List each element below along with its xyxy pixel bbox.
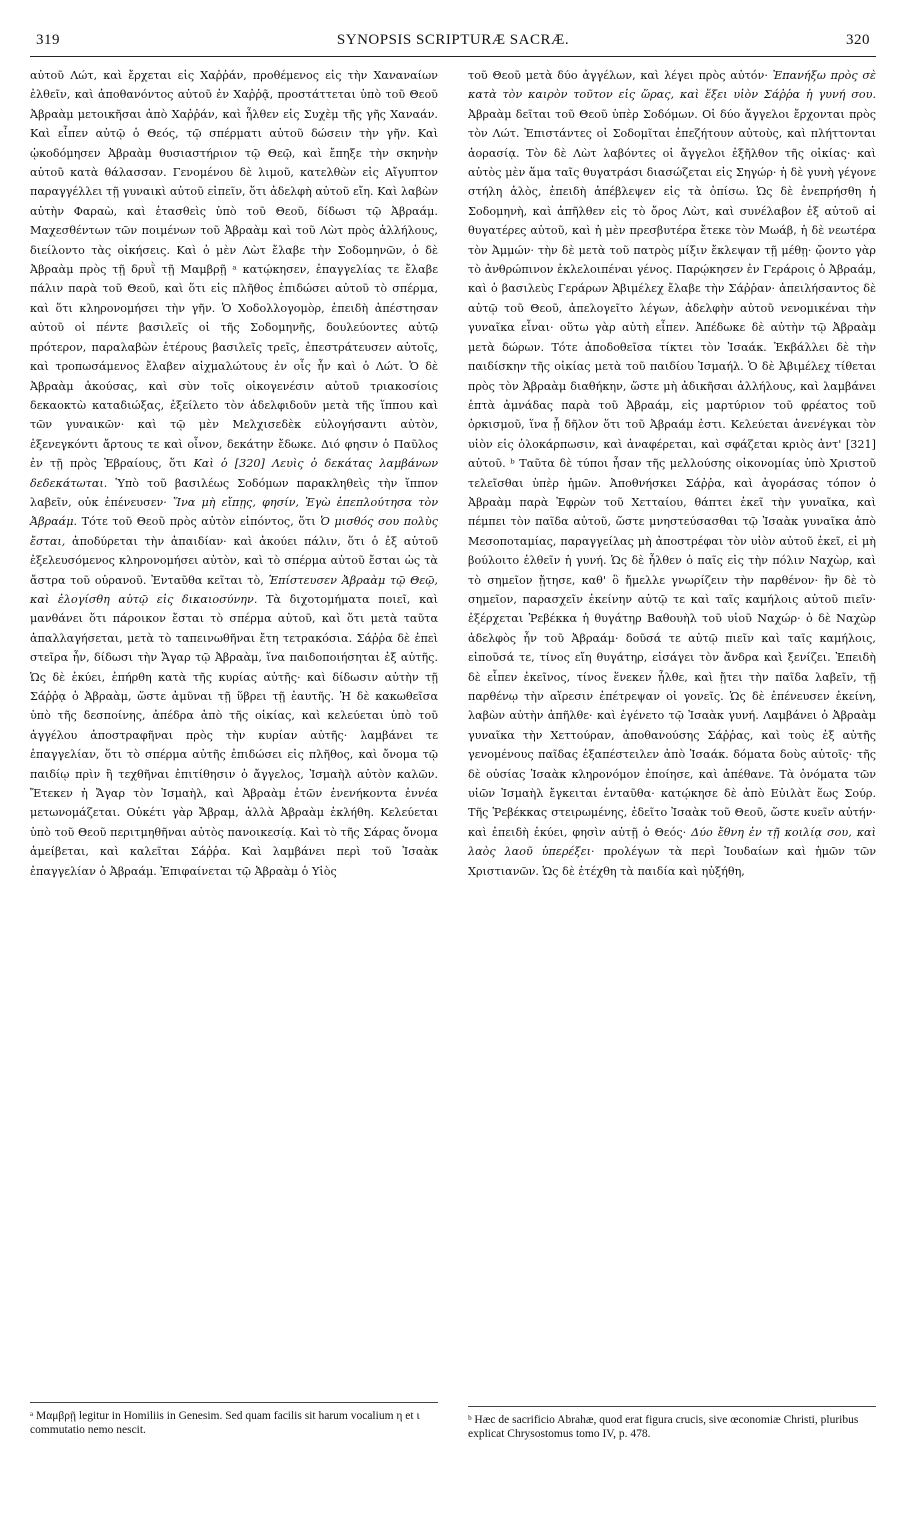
left-text-3: Τότε τοῦ Θεοῦ πρὸς αὐτὸν εἰπόντος, ὅτι xyxy=(81,515,321,529)
left-paragraph xyxy=(30,66,438,881)
footnote-b: ᵇ Hæc de sacrificio Abrahæ, quod erat figura crucis, sive œconomiæ Christi, pluribus explicat Chrysostomus tomo IV, p. 478. xyxy=(468,1406,876,1441)
right-text-2: Ἀβραὰμ δεῖται τοῦ Θεοῦ ὑπὲρ Σοδόμων. Οἱ δύο ἄγγελοι ἔρχονται πρὸς τὸν Λώτ. Ἐπιστάντες οἱ Σοδομῖται ἐπεζήτουν αὐτοὺς, καὶ πλήττονται ἀορασίᾳ. Τὸν δὲ Λὼτ λαβόντες οἱ ἄγγελοι ἐξῆλθον τῆς οἰκίας· καὶ αὐτὸς μὲν ἅμα ταῖς θυγατράσι διασώζεται εἰς Σηγώρ· ἡ δὲ γυνὴ γέγονε στήλη ἁλὸς, ἐπειδὴ ἀπέβλεψεν εἰς τὰ ὀπίσω. Ὡς δὲ ἐνεπρήσθη ἡ Σοδομηνὴ, καὶ ἀπῆλθεν εἰς τὸ ὄρος Λὼτ, καὶ συνέλαβον ἐξ αὐτοῦ αἱ θυγατέρες αὐτοῦ, καὶ ἡ μὲν πρεσβυτέρα ἔτεκε τὸν Μωάβ, ἡ δὲ νεωτέρα τὸν Ἀμμών· τὴν δὲ μετὰ τοῦ πατρὸς μίξιν ἔκλεψαν τῇ μέθῃ· ᾤοντο γὰρ τὸ ἀνθρώπινον ἐκλελοιπέναι γένος. Παρῴκησεν ἐν Γεράροις ὁ Ἀβραάμ, καὶ ὁ βασιλεὺς Γεράρων Ἀβιμέλεχ ἔλαβε τὴν Σάῤῥαν· ἀπειλήσαντος δὲ αὐτῷ τοῦ Θεοῦ, ἀπελογεῖτο λέγων, ἀδελφὴν αὐτοῦ νενομικέναι τὴν γυναῖκα εἶναι· οὕτω γὰρ αὐτὴ εἶπεν. Ἀπέδωκε δὲ αὐτὴν τῷ Ἀβραὰμ μετὰ δώρων. Τότε ἀποδοθεῖσα τίκτει τὸν Ἰσαάκ. Ἐκβάλλει δὲ τὴν παιδίσκην τῆς οἰκίας μετὰ τοῦ παιδίου Ἰσμαήλ. Ὁ δὲ Ἀβιμέλεχ τίθεται πρὸς τὸν Ἀβραὰμ διαθήκην, ὥστε μὴ ἀδικῆσαι ἀλλήλους, καὶ λαμβάνει ἑπτὰ ἀμνάδας παρὰ τοῦ Ἀβραάμ, εἰς μαρτύριον τοῦ φρέατος τοῦ ὁρκισμοῦ, ἵνα ᾖ δῆλον ὅτι τοῦ Ἀβραάμ ἐστι. Κελεύεται ἀνενέγκαι τὸν υἱὸν εἰς ὁλοκάρπωσιν, καὶ ἀναφέρεται, καὶ σφάζεται κριὸς ἀντ' [321] αὐτοῦ. ᵇ Ταῦτα δὲ τύποι ἦσαν τῆς μελλούσης οἰκονομίας ὑπὸ Χριστοῦ τελεῖσθαι ὑπὲρ ἡμῶν. Ἀποθνήσκει Σάῤῥα, καὶ ἀγοράσας τόπον ὁ Ἀβραὰμ παρὰ Ἐφρὼν τοῦ Χετταίου, θάπτει ἐκεῖ τὴν γυναῖκα, καὶ πέμπει τὸν παῖδα αὐτοῦ, ὥστε μνηστεύσασθαι τῷ Ἰσαὰκ γυναῖκα ἀπὸ Μεσοποταμίας, παραγγείλας μὴ ἀποστρέφαι τὸν υἱὸν αὐτοῦ ἐκεῖ, εἰ μὴ βούλοιτο ἐλθεῖν ἡ γυνή. Ὡς δὲ ἦλθεν ὁ παῖς εἰς τὴν πόλιν Ναχὼρ, καὶ τὸ σημεῖον ᾔτησε, καθ' ὃ ἤμελλε γνωρίζειν τὴν παρθένον· ἣν δὲ τὸ σημεῖον, παρασχεῖν ἐκείνην αὐτῷ τε καὶ ταῖς καμήλοις αὐτοῦ πιεῖν· ἐξέρχεται Ῥεβέκκα ἡ θυγάτηρ Βαθουὴλ τοῦ υἱοῦ Ναχώρ· ὁ δὲ Ναχὼρ ἀδελφὸς ἦν τοῦ Ἀβραάμ· δοῦσά τε αὐτῷ πιεῖν καὶ ταῖς καμήλοις, εἰποῦσά τε, τίνος εἴη θυγάτηρ, εἰσάγει τὸν ἄνδρα καὶ ξενίζει. Ἐπειδὴ δὲ εἶπεν ἐκεῖνος, τίνος ἕνεκεν ἦλθε, καὶ ᾔτει τὴν παῖδα λαβεῖν, τῇ παρθένῳ τὴν αἵρεσιν ἐπέτρεψαν οἱ γονεῖς. Ὡς δὲ ἐπένευσεν ἐκείνη, λαβὼν αὐτὴν ἀπῆλθε· καὶ ἐγένετο τῷ Ἰσαὰκ γυνή. Λαμβάνει ὁ Ἀβραὰμ γυναῖκα τὴν Χεττούραν, ἀποθανούσης Σάῤῥας, καὶ τοὺς ἐξ αὐτῆς γενομένους παῖδας ἐξαπέστειλεν ἀπὸ Ἰσαάκ. δόματα δοὺς αὐτοῖς· τῆς δὲ οὐσίας Ἰσαὰκ κληρονόμον ἐποίησε, καὶ ἀπέθανε. Τὰ ὀνόματα τῶν υἱῶν Ἰσμαὴλ ἔγκειται ἐνταῦθα· κατῴκησε δὲ ἀπὸ Εὐιλὰτ ἕως Σούρ. Τῆς Ῥεβέκκας στειρωμένης, ἐδεῖτο Ἰσαὰκ τοῦ Θεοῦ, ὥστε κυεῖν αὐτήν· καὶ ἐπειδὴ ἐκύει, φησὶν αὐτῇ ὁ Θεός· xyxy=(468,107,876,839)
running-header xyxy=(30,30,876,57)
left-text-4: ἀποδύρεται τὴν ἀπαιδίαν· καὶ ἀκούει πάλιν, ὅτι ὁ ἐξ αὐτοῦ ἐξελευσόμενος κληρονομήσει αὐτὸν, καὶ τὸ σπέρμα αὐτοῦ ἔσται ὡς τὰ ἄστρα τοῦ οὐρανοῦ. Ἐνταῦθα κεῖται τὸ, xyxy=(30,534,438,587)
left-quote-faith: Ἐπίστευσεν Ἀβραὰμ τῷ Θεῷ, καὶ ἐλογίσθη αὐτῷ εἰς δικαιοσύνην. xyxy=(30,573,438,606)
footnote-a: ᵃ Μαμβρῇ legitur in Homiliis in Genesim. Sed quam facilis sit harum vocalium η et ι commutatio nemo nescit. xyxy=(30,1402,438,1437)
page-number-right: 320 xyxy=(846,32,870,48)
right-quote-nations: Δύο ἔθνη ἐν τῇ κοιλίᾳ σου, καὶ λαὸς λαοῦ ὑπερέξει· xyxy=(468,825,877,859)
right-quote-return: Ἐπανήξω πρὸς σὲ κατὰ τὸν καιρὸν τοῦτον εἰς ὥρας, καὶ ἕξει υἱὸν Σάῤῥα ἡ γυνή σου. xyxy=(468,69,876,102)
page-number-left: 319 xyxy=(36,32,60,48)
right-text-1: τοῦ Θεοῦ μετὰ δύο ἀγγέλων, καὶ λέγει πρὸς αὐτόν· xyxy=(468,69,773,82)
left-text-1: αὐτοῦ Λώτ, καὶ ἔρχεται εἰς Χαῤῥάν, προθέμενος εἰς τὴν Χαναναίων ἐλθεῖν, καὶ ἀποθανόντος αὐτοῦ ἐν Χαῤῥᾷ, προστάττεται ὑπὸ τοῦ Θεοῦ Ἀβραὰμ μετοικῆσαι ἀπὸ Χαῤῥάν, καὶ ἦλθεν εἰς Συχὲμ τῆς γῆς Χαναάν. Καὶ εἶπεν αὐτῷ ὁ Θεός, τῷ σπέρματι αὐτοῦ δώσειν τὴν γῆν. Καὶ ᾠκοδόμησεν Ἀβραὰμ θυσιαστήριον τῷ Θεῷ, καὶ ἔπηξε τὴν σκηνὴν αὐτοῦ κατὰ θάλασσαν. Γενομένου δὲ λιμοῦ, κατελθὼν εἰς Αἴγυπτον παραγγέλλει τῇ γυναικὶ αὐτοῦ εἰπεῖν, ὅτι ἀδελφὴ αὐτοῦ εἴη. Καὶ λαβὼν αὐτὴν Φαραὼ, καὶ ἐτασθεὶς ὑπὸ τοῦ Θεοῦ, δίδωσι τῷ Ἀβραάμ. Μαχεσθέντων τῶν ποιμένων τοῦ Ἀβραὰμ καὶ τοῦ Λὼτ πρὸς ἀλλήλους, διείλοντο τὰς οἰκήσεις. Καὶ ὁ μὲν Λὼτ ἔλαβε τὴν Σοδομηνῶν, ὁ δὲ Ἀβραὰμ πρὸς τῇ δρυῒ τῇ Μαμβρῇ ᵃ κατῴκησεν, ἐπαγγελίας τε ἔλαβε πάλιν παρὰ τοῦ Θεοῦ, καὶ ὅτι εἰς πλῆθος ἐπιδώσει αὐτοῦ τὸ σπέρμα, καὶ ὅτι κληρονομήσει τὴν γῆν. Ὁ Χοδολλογομὸρ, ἐπειδὴ ἀπέστησαν αὐτοῦ οἱ πέντε βασιλεῖς οἱ τῆς Σοδομηνῆς, δουλεύοντες αὐτῷ πρότερον, παραλαβὼν ἑτέρους βασιλεῖς τρεῖς, ἐπεστράτευσεν αὐτοῖς, καὶ τροπωσάμενος ἔλαβεν αἰχμαλώτους ἐν οἷς ἦν καὶ ὁ Λώτ. Ὁ δὲ Ἀβραὰμ ἀκούσας, καὶ σὺν τοῖς οἰκογενέσιν αὐτοῦ τριακοσίοις δεκαοκτὼ καταδιώξας, ἐξείλετο τὸν ἀδελφιδοῦν μετὰ τῆς ἵππου καὶ τῶν γυναικῶν· καὶ τῷ μὲν Μελχισεδὲκ εὐλογήσαντι αὐτὸν, ἐξενεγκόντι ἄρτους τε καὶ οἶνον, δεκάτην ἔδωκε. Διό φησιν ὁ Παῦλος ἐν τῇ πρὸς Ἑβραίους, ὅτι xyxy=(30,69,438,471)
left-quote-reward: Ὁ μισθός σου πολὺς ἔσται, xyxy=(30,515,439,548)
left-quote-levi: Καὶ ὁ [320] Λευὶς ὁ δεκάτας λαμβάνων δεδεκάτωται. xyxy=(30,457,439,490)
left-text-2: Ὑπὸ τοῦ βασιλέως Σοδόμων παρακληθεὶς τὴν ἵππον λαβεῖν, οὐκ ἐπένευσεν· xyxy=(30,476,438,509)
left-text-5: Τὰ διχοτομήματα ποιεῖ, καὶ μανθάνει ὅτι πάροικον ἔσται τὸ σπέρμα αὐτοῦ, καὶ ὅτι μετὰ ταῦτα ἀπαλλαγήσεται, μετὰ τὸ ταπεινωθῆναι ἔτη τετρακόσια. Σάῤῥα δὲ ἐπεὶ στεῖρα ἦν, δίδωσι τὴν Ἄγαρ τῷ Ἀβραὰμ, ἵνα παιδοποιήσηται ἐξ αὐτῆς. Ὡς δὲ ἐκύει, ἐπήρθη κατὰ τῆς κυρίας αὐτῆς· καὶ δίδωσιν αὐτὴν τῇ Σάῤῥᾳ ὁ Ἀβραὰμ, ὥστε ἀμῦναι τῇ ὕβρει τῇ ἑαυτῆς. Ἡ δὲ κακωθεῖσα ὑπὸ τῆς δεσποίνης, ἀπέδρα ἀπὸ τῆς οἰκίας, καὶ κελεύεται ὑπὸ τοῦ ἀγγέλου ἀποστραφῆναι πρὸς τὴν κυρίαν αὐτῆς· λαμβάνει τε ἐπαγγελίαν, ὅτι τὸ σπέρμα αὐτῆς ἐπιδώσει εἰς πλῆθος, καὶ ὄνομα τῷ παιδίῳ πρὶν ἢ τεχθῆναι ἐπιτίθησιν ὁ ἄγγελος, Ἰσμαὴλ αὐτὸν καλῶν. Ἔτεκεν ἡ Ἄγαρ τὸν Ἰσμαὴλ, καὶ Ἀβραὰμ ἐτῶν ἐνενήκοντα ἐννέα μετωνομάζεται. Οὐκέτι γὰρ Ἄβραμ, ἀλλὰ Ἀβραὰμ ἐκλήθη. Κελεύεται ὑπὸ τοῦ Θεοῦ περιτμηθῆναι αὐτὸς πανοικεσίᾳ. Καὶ τὸ τῆς Σάρας ὄνομα ἀμείβεται, καὶ καλεῖται Σάῤῥα. Καὶ λαμβάνει περὶ τοῦ Ἰσαὰκ ἐπαγγελίαν ὁ Ἀβραάμ. Ἐπιφαίνεται τῷ Ἀβραὰμ ὁ Υἱὸς xyxy=(30,592,439,878)
left-column xyxy=(30,66,438,881)
right-column xyxy=(468,66,876,881)
running-title: SYNOPSIS SCRIPTURÆ SACRÆ. xyxy=(336,32,570,48)
left-quote-abraham: Ἵνα μὴ εἴπῃς, φησίν, Ἐγὼ ἐπεπλούτησα τὸν Ἀβραάμ. xyxy=(30,495,438,529)
right-paragraph xyxy=(468,66,876,881)
right-text-3: προλέγων τὰ περὶ Ἰουδαίων καὶ ἡμῶν τῶν Χριστιανῶν. Ὡς δὲ ἐτέχθη τὰ παιδία καὶ ηὐξήθη, xyxy=(468,845,877,878)
